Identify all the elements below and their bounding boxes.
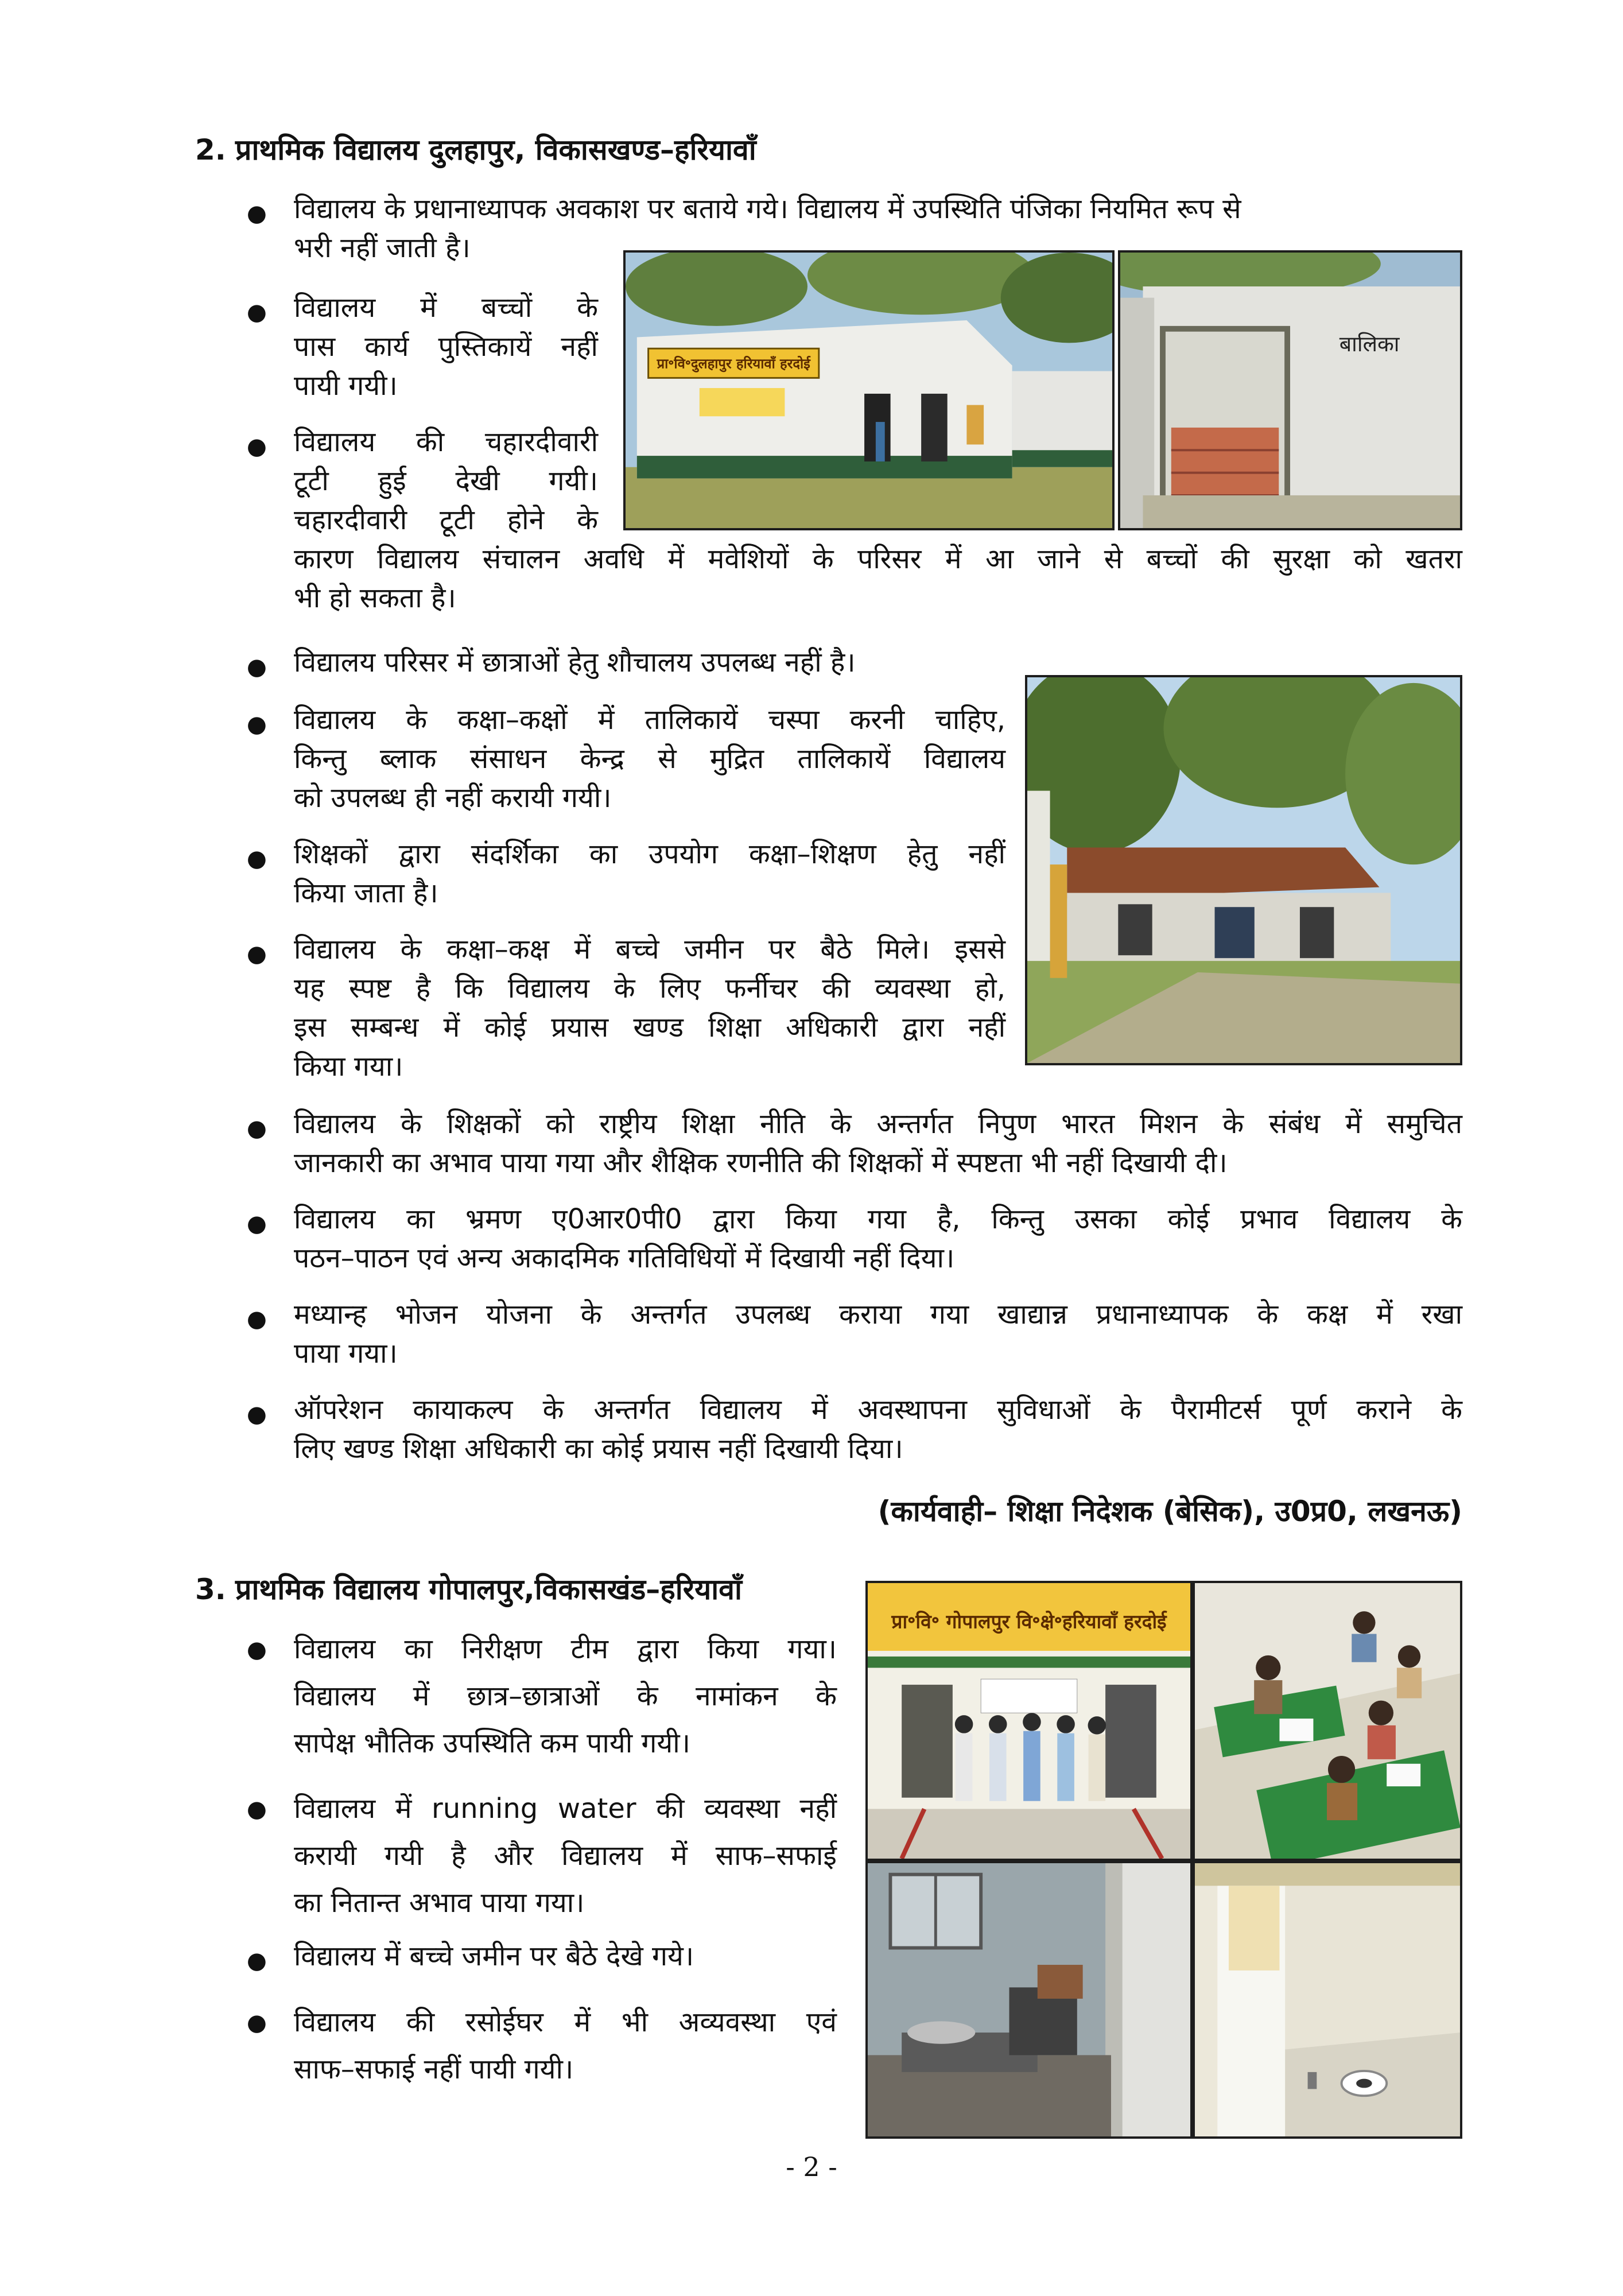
s2-b6-line1: शिक्षकों द्वारा संदर्शिका का उपयोग कक्षा–शिक्षण हेतु नहीं [294,838,1005,870]
bullet-marker: ● [247,1401,267,1428]
s2-b7-line4: किया गया। [294,1050,403,1083]
section-2-number: 2. [195,133,226,166]
s3-bullet-2 [294,1785,837,1926]
s2-b3-line2: टूटी हुई देखी गयी। [294,465,598,497]
s2-b10-line2: पाया गया। [294,1337,398,1370]
bullet-marker: ● [247,846,267,872]
section-3-heading [195,1570,742,1608]
s2-b4-line1: विद्यालय परिसर में छात्राओं हेतु शौचालय उपलब्ध नहीं है। [294,646,856,678]
s2-b11-line1: ऑपरेशन कायाकल्प के अन्तर्गत विद्यालय में अवस्थापना सुविधाओं के पैरामीटर्स पूर्ण कराने के [294,1394,1462,1426]
s2-bullet-9 [294,1200,1462,1278]
s2-bullet-4 [294,643,1017,682]
bullet-marker: ● [247,1636,267,1663]
bullet-marker: ● [247,941,267,967]
s2-b5-line3: को उपलब्ध ही नहीं करायी गयी। [294,782,612,814]
s2-b9-line2: पठन–पाठन एवं अन्य अकादमिक गतिविधियों में दिखायी नहीं दिया। [294,1242,955,1274]
s3-b2-line2: करायी गयी है और विद्यालय में साफ–सफाई [294,1840,837,1872]
s2-b1-line1: विद्यालय के प्रधानाध्यापक अवकाश पर बताये गये। विद्यालय में उपस्थिति पंजिका नियमित रूप से [294,193,1241,225]
s3-b2-line1: विद्यालय में running water की व्यवस्था नहीं [294,1793,837,1825]
s2-bullet-3a [294,422,598,540]
s3-bullet-4 [294,1999,837,2093]
s3-b3-line1: विद्यालय में बच्चे जमीन पर बैठे देखे गये। [294,1940,694,1972]
s2-bullet-7 [294,930,1005,1086]
s2-b8-line1: विद्यालय के शिक्षकों को राष्ट्रीय शिक्षा नीति के अन्तर्गत निपुण भारत मिशन के संबंध में समुचित [294,1108,1462,1140]
bullet-marker: ● [247,711,267,738]
s2-b10-line1: मध्यान्ह भोजन योजना के अन्तर्गत उपलब्ध कराया गया खाद्यान्न प्रधानाध्यापक के कक्ष में रखा [294,1298,1463,1331]
s3-b1-line3: सापेक्ष भौतिक उपस्थिति कम पायी गयी। [294,1727,690,1759]
s3-b1-line2: विद्यालय में छात्र–छात्राओं के नामांकन के [294,1680,837,1712]
school-board-text: प्रा॰वि॰दुलहापुर हरियावाँ हरदोई [657,355,810,372]
bullet-marker: ● [247,433,267,460]
s2-b7-line3: इस सम्बन्ध में कोई प्रयास खण्ड शिक्षा अधिकारी द्वारा नहीं [294,1011,1005,1044]
s3-b2-line3: का नितान्त अभाव पाया गया। [294,1887,585,1919]
kitchen-photo [865,1861,1193,2139]
section-3-number: 3. [195,1573,226,1606]
s2-b3-line4: कारण विद्यालय संचालन अवधि में मवेशियों के परिसर में आ जाने से बच्चों की सुरक्षा को खतरा [294,543,1462,575]
s2-b7-line2: यह स्पष्ट है कि विद्यालय के लिए फर्नीचर की व्यवस्था हो, [294,972,1005,1004]
s3-bullet-1 [294,1626,837,1767]
s2-b3-line3: चहारदीवारी टूटी होने के [294,504,598,536]
s2-b8-line2: जानकारी का अभाव पाया गया और शैक्षिक रणनीति की शिक्षकों में स्पष्टता भी नहीं दिखायी दी। [294,1147,1228,1179]
s2-b7-line1: विद्यालय के कक्षा–कक्ष में बच्चे जमीन पर बैठे मिले। इससे [294,933,1005,965]
s2-bullet-10 [294,1295,1462,1373]
action-responsibility: (कार्यवाही– शिक्षा निदेशक (बेसिक), उ0प्र0, लखनऊ) [877,1495,1462,1528]
s2-b5-line2: किन्तु ब्लाक संसाधन केन्द्र से मुद्रित तालिकायें विद्यालय [294,743,1005,775]
s2-b2-line1: विद्यालय में बच्चों के [294,292,598,324]
s2-bullet-11 [294,1390,1462,1468]
bullet-marker: ● [247,1948,267,1974]
s2-b2-line2: पास कार्य पुस्तिकायें नहीं [294,331,598,363]
school-courtyard-photo [1025,675,1462,1065]
bullet-marker: ● [247,1211,267,1237]
children-on-floor-photo [1193,1581,1462,1861]
s2-b1-line2: भरी नहीं जाती है। [294,232,471,264]
school-building-photo [623,250,1115,530]
s2-b2-line3: पायी गयी। [294,370,398,402]
s2-bullet-6 [294,835,1005,913]
s2-b6-line2: किया जाता है। [294,877,438,909]
section-2-title: प्राथमिक विद्यालय दुलहापुर, विकासखण्ड–हरियावाँ [235,133,756,166]
toilet-interior-photo [1193,1861,1462,2139]
s2-bullet-5 [294,700,1005,817]
girls-toilet-photo [1118,250,1462,530]
s2-b3-line1: विद्यालय की चहारदीवारी [294,426,598,458]
s3-b4-line1: विद्यालय की रसोईघर में भी अव्यवस्था एवं [294,2006,837,2038]
s3-bullet-3 [294,1937,837,1976]
s2-b5-line1: विद्यालय के कक्षा–कक्षों में तालिकायें चस्पा करनी चाहिए, [294,704,1005,736]
s3-b1-line1: विद्यालय का निरीक्षण टीम द्वारा किया गया। [294,1633,837,1665]
s3-b4-line2: साफ–सफाई नहीं पायी गयी। [294,2053,574,2085]
bullet-marker: ● [247,1306,267,1332]
inspection-team-photo [865,1581,1193,1861]
bullet-marker: ● [247,1796,267,1822]
bullet-marker: ● [247,1115,267,1142]
s2-bullet-3b [294,540,1462,618]
s2-bullet-8 [294,1104,1462,1182]
bullet-marker: ● [247,2010,267,2036]
gopalpur-board-text: प्रा॰वि॰ गोपालपुर वि॰क्षे॰हरियावाँ हरदोई [891,1610,1167,1633]
bullet-marker: ● [247,654,267,680]
section-2-heading [195,131,756,169]
section-3-title: प्राथमिक विद्यालय गोपालपुर,विकासखंड–हरियावाँ [235,1573,742,1606]
bullet-marker: ● [247,200,267,227]
bullet-marker: ● [247,299,267,325]
toilet-label-text: बालिका [1339,331,1400,357]
s2-b9-line1: विद्यालय का भ्रमण ए0आर0पी0 द्वारा किया गया है, किन्तु उसका कोई प्रभाव विद्यालय के [294,1203,1462,1235]
s2-b11-line2: लिए खण्ड शिक्षा अधिकारी का कोई प्रयास नहीं दिखायी दिया। [294,1433,903,1465]
s2-bullet-2 [294,288,598,405]
s2-b3-line5: भी हो सकता है। [294,582,456,614]
page-number: - 2 - [786,2151,837,2182]
